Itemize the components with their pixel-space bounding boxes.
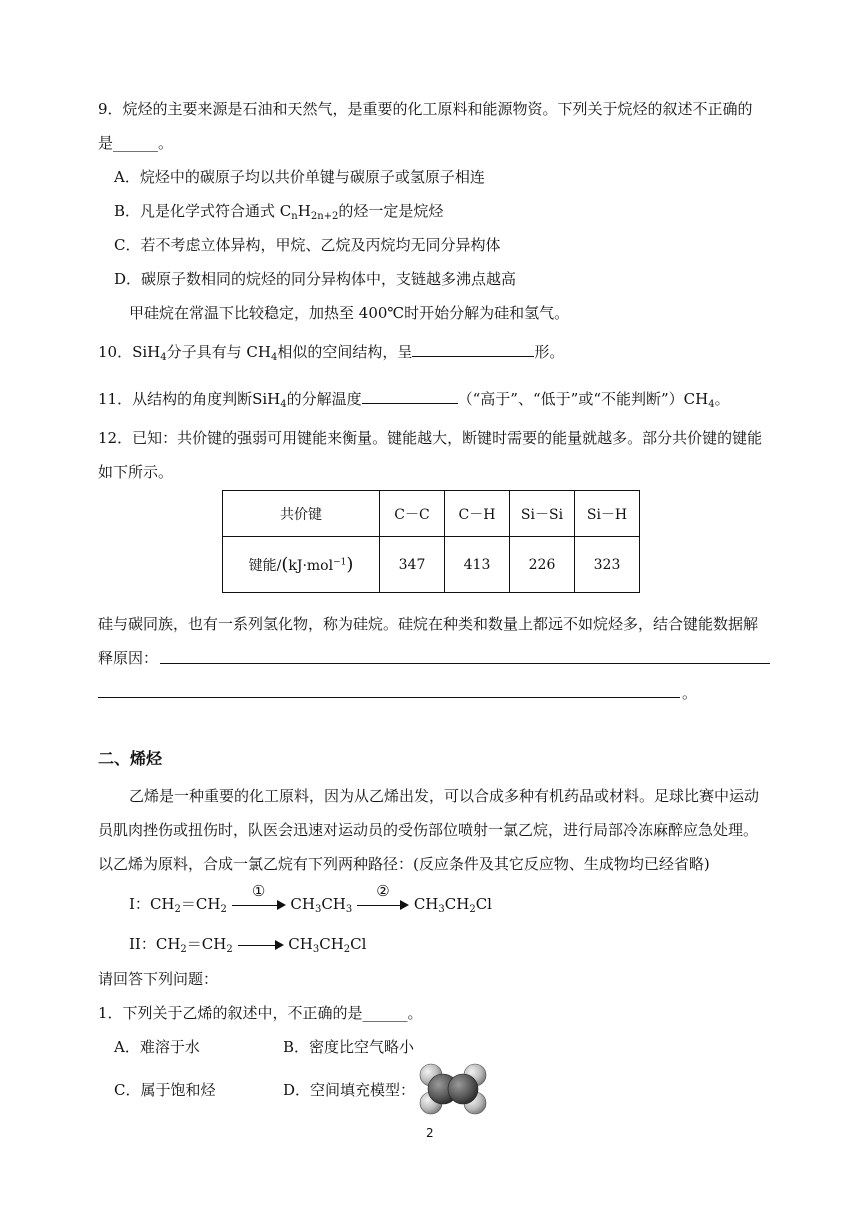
q12-answer-line-1[interactable] [160,663,770,664]
route-2-r2s: 2 [226,944,233,955]
route-2 [129,934,366,960]
table-header-row [223,491,640,537]
answer-prompt: 请回答下列问题： [98,970,219,988]
q12-after-line1: 硅与碳同族，也有一系列氢化物，称为硅烷。硅烷在种类和数量上都远不如烷烃多，结合键能数据解 [98,615,759,633]
bond-energy-table [222,490,640,593]
q9-option-b-h: H [297,202,311,220]
route-1 [129,882,492,920]
table-header-cell: C－C [380,491,445,537]
q11-answer-blank[interactable] [362,389,458,404]
table-row [223,537,640,593]
table-header-cell: C－H [445,491,510,537]
row-label-pre: 键能/ [248,558,282,574]
q10-post1: 相似的空间结构，呈 [277,343,413,361]
step-1-label: ① [251,882,266,900]
q12-answer-line-2[interactable] [98,697,680,698]
section2-para-line1: 乙烯是一种重要的化工原料，因为从乙烯出发，可以合成多种有机药品或材料。足球比赛中运动 [129,787,760,805]
table-cell: 323 [575,537,640,593]
route-1-label: I： [129,895,150,913]
q9-option-b [114,201,443,227]
q11-pre: 11．从结构的角度判断SiH [98,390,281,408]
q12-stem-line2: 如下所示。 [98,463,174,481]
route-1-p2a: CH [413,895,439,913]
q11-sub1: 4 [280,399,287,410]
q11-end: 。 [714,390,730,408]
route-1-r2: ＝CH [180,895,221,913]
route-2-p2as: 3 [312,944,320,955]
step-2-label: ② [376,882,390,900]
q12-stem-line1: 12．已知：共价键的强弱可用键能来衡量。键能越大，断键时需要的能量就越多。部分共价键的键能 [98,429,763,447]
table-cell: 347 [380,537,445,593]
route-1-r1: CH [149,895,175,913]
q9-option-a: A．烷烃中的碳原子均以共价单键与碳原子或氢原子相连 [114,168,485,186]
table-cell: 413 [445,537,510,593]
route-1-p2as: 3 [438,904,445,915]
q10-pre: 10．SiH [98,343,161,361]
q10-sub1: 4 [160,352,167,363]
route-1-p2c: Cl [475,895,492,913]
section2-q1-stem: 1．下列关于乙烯的叙述中，不正确的是______。 [98,1004,423,1022]
q9-option-d: D．碳原子数相同的烷烃的同分异构体中，支链越多沸点越高 [114,270,517,288]
route-1-p1b: CH [321,895,346,913]
q10-sub2: 4 [270,352,278,363]
route-1-p2bs: 2 [469,904,476,915]
q9-stem-line2: 是______。 [98,134,174,152]
route-1-p1bs: 3 [345,904,353,915]
reaction-arrow-1 [232,882,286,915]
reaction-arrow-2 [357,882,409,915]
section2-q1-option-a: A．难溶于水 [114,1038,200,1056]
route-1-p1as: 3 [314,904,322,915]
silane-intro: 甲硅烷在常温下比较稳定，加热至 400℃时开始分解为硅和氢气。 [129,304,570,322]
ethylene-space-filling-model-icon [417,1061,489,1117]
table-cell: 226 [510,537,575,593]
q11-options: （“高于”、“低于”或“不能判断”）CH [457,390,709,408]
table-row-label: 键能/(kJ·mol$^{-1}$) [223,537,380,593]
q10-post2: 形。 [534,343,565,361]
route-2-p2bs: 2 [343,944,351,955]
q11-mid: 的分解温度 [286,390,362,408]
route-2-label: II： [129,935,156,953]
page-number: 2 [426,1126,434,1140]
section-title: 二、烯烃 [98,749,163,768]
route-2-p2b: CH [319,935,344,953]
section2-q1-option-b: B．密度比空气略小 [283,1038,415,1056]
q9-stem-line1: 9．烷烃的主要来源是石油和天然气，是重要的化工原料和能源物资。下列关于烷烃的叙述不正确的 [98,100,753,118]
table-header-cell: Si－H [575,491,640,537]
q9-option-b-n: n [291,211,298,222]
q9-option-b-post: 的烃一定是烷烃 [338,202,444,220]
route-1-p2b: CH [444,895,470,913]
route-2-p2a: CH [288,935,313,953]
section2-q1-option-c: C．属于饱和烃 [114,1081,216,1099]
q12-end-mark: 。 [682,684,698,702]
q10-mid: 分子具有与 CH [166,343,271,361]
q12-after-line2 [98,648,158,668]
section2-para-line3: 以乙烯为原料，合成一氯乙烷有下列两种路径：(反应条件及其它反应物、生成物均已经省略) [98,855,710,873]
table-header-cell: 共价键 [223,491,380,537]
q11-sub2: 4 [708,399,715,410]
reaction-arrow-3 [238,935,284,955]
table-header-cell: Si－Si [510,491,575,537]
q10-answer-blank[interactable] [412,342,534,357]
route-2-r1: CH [155,935,181,953]
q9-option-b-sub: 2n+2 [310,211,339,222]
route-1-p1a: CH [290,895,315,913]
q9-option-c: C．若不考虑立体异构，甲烷、乙烷及丙烷均无同分异构体 [114,236,501,254]
q12-after-label: 释原因： [98,649,159,667]
section2-q1-option-d: D．空间填充模型： [283,1081,416,1099]
route-2-r1s: 2 [180,944,187,955]
q9-option-b-pre: B．凡是化学式符合通式 C [114,202,292,220]
row-label-exp: −1 [333,557,347,568]
route-1-r2s: 2 [220,904,227,915]
section2-para-line2: 员肌肉挫伤或扭伤时，队医会迅速对运动员的受伤部位喷射一氯乙烷，进行局部冷冻麻醉应急处理。 [98,821,759,839]
q10 [98,342,564,368]
q11 [98,389,730,415]
row-label-unit: kJ·mol [288,558,334,574]
route-1-r1s: 2 [174,904,181,915]
route-2-p2c: Cl [350,935,367,953]
route-2-r2: ＝CH [186,935,227,953]
